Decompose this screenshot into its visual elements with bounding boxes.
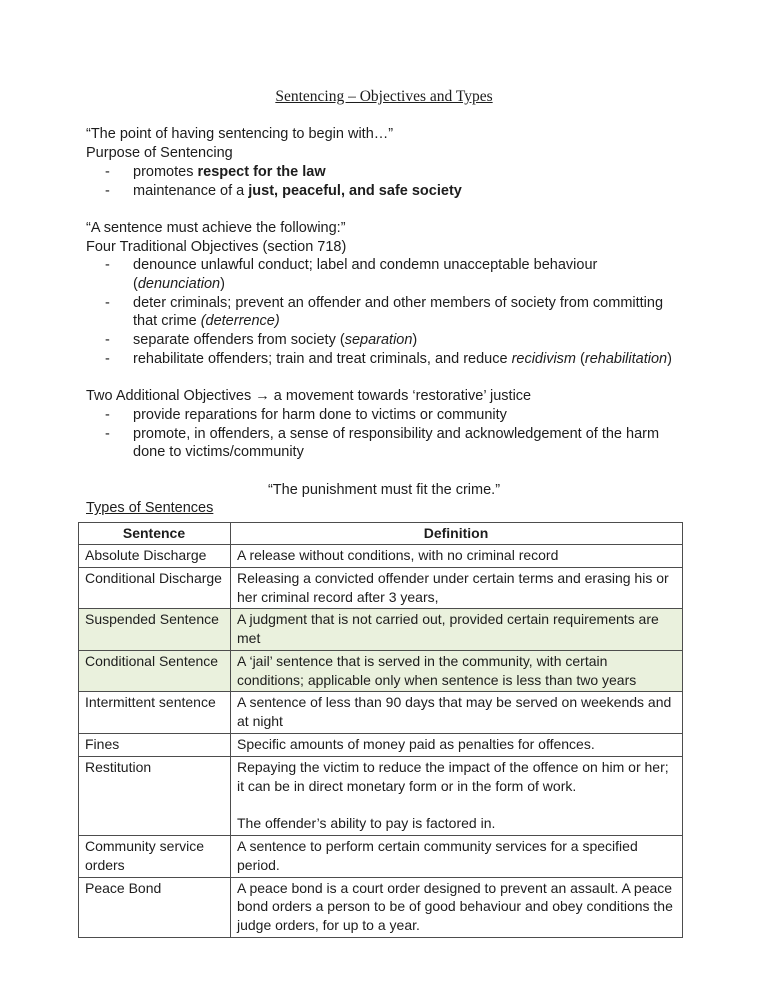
definition-cell (231, 756, 683, 835)
objective-item (86, 294, 682, 331)
table-row (79, 756, 683, 835)
sentence-cell: Restitution (79, 756, 231, 835)
objective-item (86, 350, 682, 369)
table-row (79, 567, 683, 609)
bullet-dash: - (105, 257, 110, 274)
types-heading: Types of Sentences (86, 500, 214, 517)
definition-cell: A sentence of less than 90 days that may be served on weekends and at night (231, 692, 683, 734)
sentence-cell: Absolute Discharge (79, 544, 231, 567)
column-header-sentence: Sentence (79, 523, 231, 545)
definition-paragraph: Repaying the victim to reduce the impact of the offence on him or her; it can be in direct monetary form or in the form of work. (237, 758, 669, 794)
table-row (79, 609, 683, 651)
sentence-cell: Community service orders (79, 836, 231, 878)
additional-item (86, 425, 682, 462)
bullet-dash: - (105, 425, 110, 442)
definition-cell: A peace bond is a court order designed to prevent an assault. A peace bond orders a person to be of good behaviour and obey conditions the judge orders, for up to a year. (231, 877, 683, 937)
definition-cell: A judgment that is not carried out, provided certain requirements are met (231, 609, 683, 651)
definition-paragraph: The offender’s ability to pay is factored in. (237, 815, 496, 832)
achieve-quote: “A sentence must achieve the following:” (86, 219, 346, 236)
sentence-cell: Peace Bond (79, 877, 231, 937)
purpose-item-text: promotes respect for the law (133, 163, 326, 180)
objective-item (86, 331, 682, 350)
bullet-dash: - (105, 332, 110, 349)
sentence-cell: Intermittent sentence (79, 692, 231, 734)
table-row (79, 544, 683, 567)
sentence-cell: Conditional Discharge (79, 567, 231, 609)
purpose-item-text: maintenance of a just, peaceful, and safe society (133, 182, 462, 199)
table-row (79, 734, 683, 757)
definition-cell: Specific amounts of money paid as penalties for offences. (231, 734, 683, 757)
bullet-dash: - (105, 294, 110, 311)
table-row (79, 836, 683, 878)
additional-item-text: promote, in offenders, a sense of responsibility and acknowledgement of the harm done to victims/community (133, 425, 660, 461)
table-row (79, 692, 683, 734)
additional-heading: Two Additional Objectives → a movement towards ‘restorative’ justice (86, 388, 532, 405)
definition-blank-line (237, 795, 675, 814)
intro-quote: “The point of having sentencing to begin with…” (86, 126, 394, 143)
additional-item-text: provide reparations for harm done to victims or community (133, 406, 507, 423)
sentence-cell: Suspended Sentence (79, 609, 231, 651)
definition-cell: Releasing a convicted offender under certain terms and erasing his or her criminal record after 3 years, (231, 567, 683, 609)
punishment-quote: “The punishment must fit the crime.” (267, 481, 501, 498)
bullet-dash: - (105, 350, 110, 367)
objective-item-text: rehabilitate offenders; train and treat criminals, and reduce recidivism (rehabilitation) (133, 350, 672, 367)
purpose-heading: Purpose of Sentencing (86, 145, 233, 162)
definition-cell: A release without conditions, with no criminal record (231, 544, 683, 567)
definition-cell: A sentence to perform certain community services for a specified period. (231, 836, 683, 878)
additional-item (86, 406, 682, 425)
objectives-heading: Four Traditional Objectives (section 718) (86, 238, 347, 255)
table-header-row (79, 523, 683, 545)
bullet-dash: - (105, 406, 110, 423)
purpose-item (86, 182, 682, 201)
bullet-dash: - (105, 163, 110, 180)
column-header-definition: Definition (231, 523, 683, 545)
objective-item-text: deter criminals; prevent an offender and other members of society from committing that crime (deterrence) (133, 294, 664, 330)
bullet-dash: - (105, 182, 110, 199)
objective-item (86, 256, 682, 293)
table-row (79, 650, 683, 692)
document-title: Sentencing – Objectives and Types (275, 88, 493, 105)
objective-item-text: denounce unlawful conduct; label and condemn unacceptable behaviour (denunciation) (133, 257, 598, 292)
sentence-cell: Fines (79, 734, 231, 757)
sentence-types-table (78, 522, 683, 938)
table-row (79, 877, 683, 937)
objective-item-text: separate offenders from society (separation) (133, 332, 418, 349)
definition-cell: A ‘jail’ sentence that is served in the community, with certain conditions; applicable only when sentence is less than two years (231, 650, 683, 692)
purpose-item (86, 163, 682, 182)
sentence-cell: Conditional Sentence (79, 650, 231, 692)
